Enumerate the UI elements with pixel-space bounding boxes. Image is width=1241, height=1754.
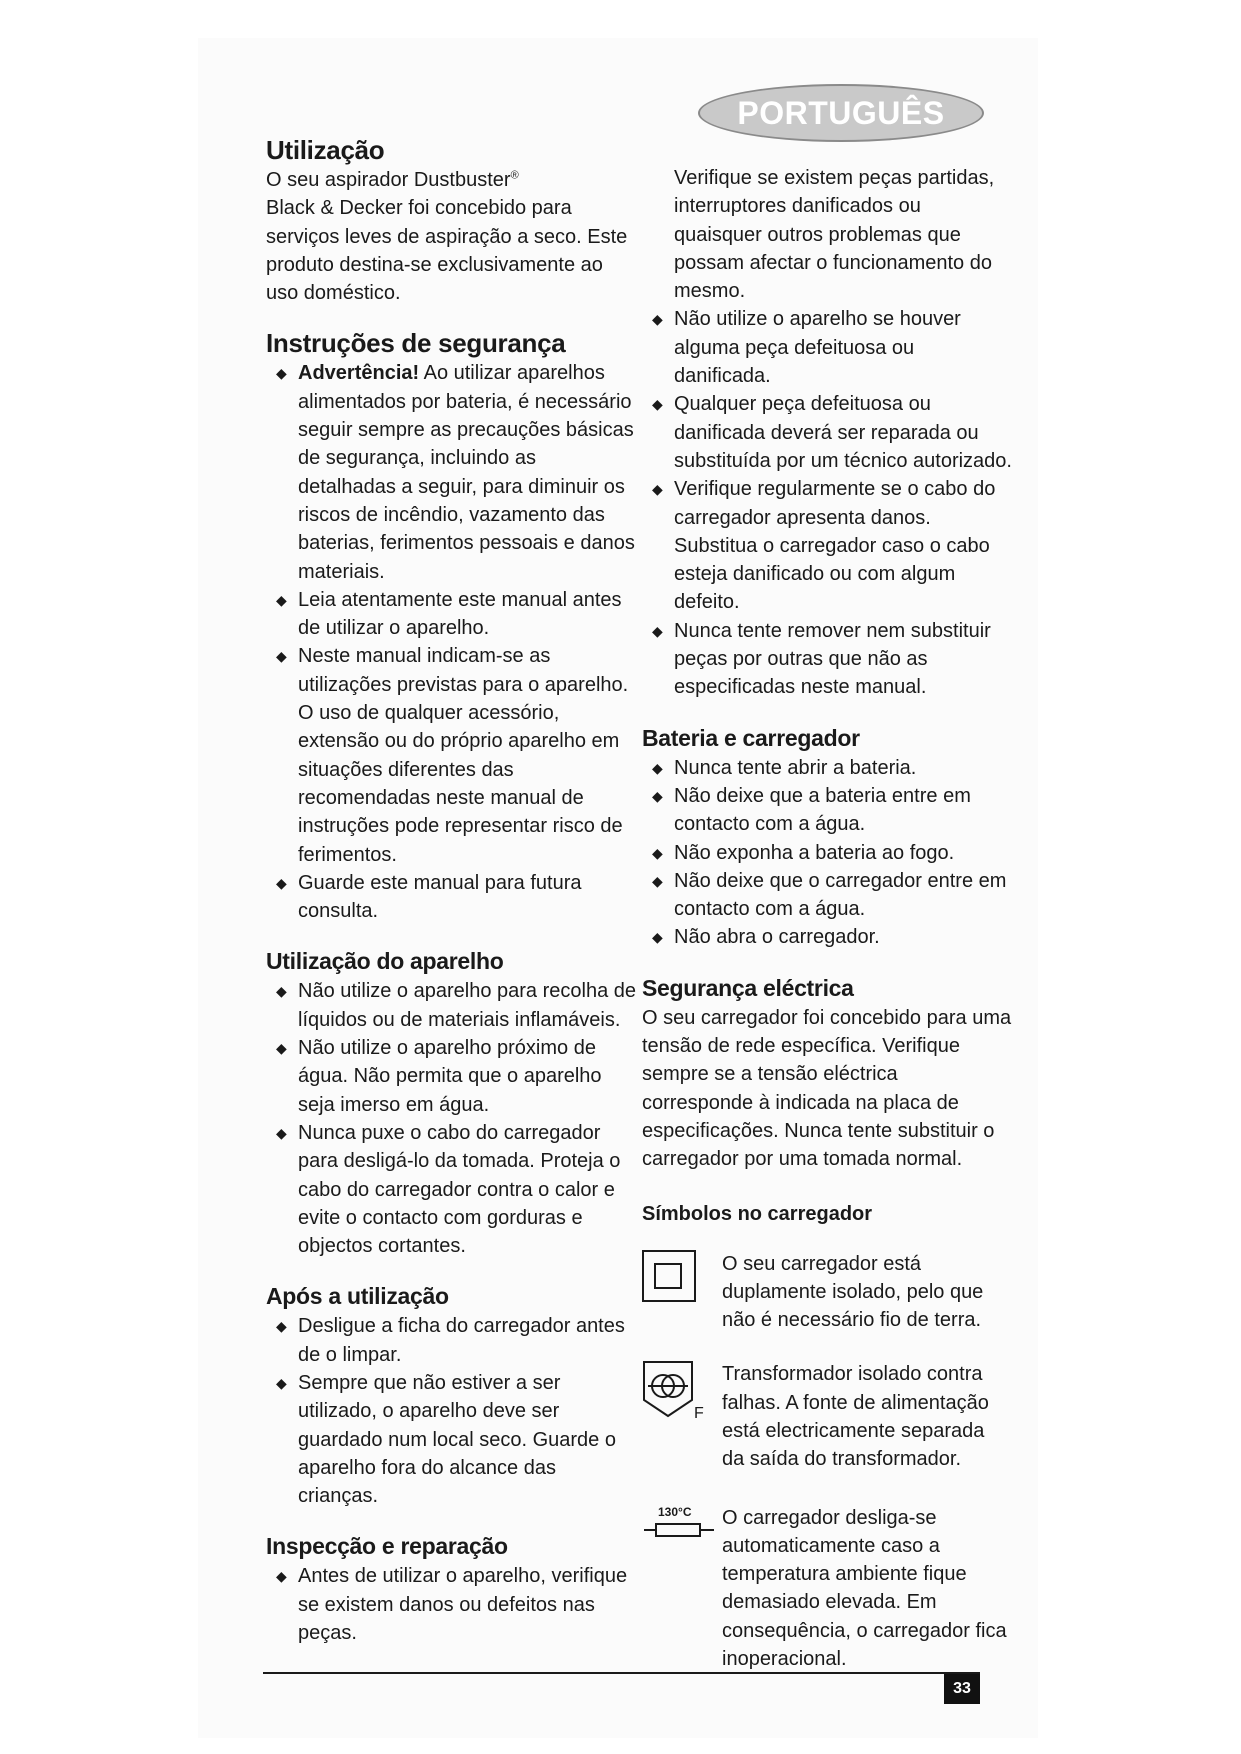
item-text: Não utilize o aparelho se houver alguma peça defeituosa ou danificada. (674, 308, 961, 388)
section-inspection-continued (642, 164, 1012, 702)
diamond-bullet-icon: ◆ (276, 365, 287, 382)
item-text: Não exponha a bateria ao fogo. (674, 841, 955, 864)
transformer-text: Transformador isolado contra falhas. A fonte de alimentação está electricamente separada da saída do transformador. (722, 1363, 989, 1471)
item-text: Sempre que não estiver a ser utilizado, o aparelho deve ser guardado num local seco. Guarde o aparelho fora do alcance das crianças. (298, 1371, 616, 1508)
item-text: Não utilize o aparelho para recolha de líquidos ou de materiais inflamáveis. (298, 980, 636, 1031)
thermal-fuse-icon (642, 1504, 716, 1544)
diamond-bullet-icon: ◆ (652, 396, 663, 413)
registered-mark: ® (510, 169, 519, 182)
list-item (266, 359, 636, 585)
section-battery (642, 722, 1012, 952)
double-insulated-text: O seu carregador está duplamente isolado, pelo que não é necessário fio de terra. (722, 1252, 984, 1332)
diamond-bullet-icon: ◆ (276, 1124, 287, 1141)
list-item (642, 475, 1012, 616)
list-item (266, 1562, 636, 1647)
warning-text: Ao utilizar aparelhos alimentados por bateria, é necessário seguir sempre as precauções básicas de segurança, incluindo as detalhadas a seguir, para diminuir os riscos de incêndio, vazamento das baterias, ferimentos pessoais e danos materiais. (298, 362, 635, 583)
list-item (266, 1312, 636, 1369)
symbol-thermal (642, 1504, 1012, 1674)
section-title: Após a utilização (266, 1283, 449, 1310)
diamond-bullet-icon: ◆ (276, 1374, 287, 1391)
list-item (642, 754, 1012, 782)
list-item (266, 1119, 636, 1260)
section-title: Utilização do aparelho (266, 948, 504, 975)
right-column (642, 164, 1012, 1693)
list-item (642, 617, 1012, 702)
item-text: Nunca tente abrir a bateria. (674, 756, 917, 779)
item-text: Verifique regularmente se o cabo do carregador apresenta danos. Substitua o carregador caso o cabo esteja danificado ou com algum defeito. (674, 478, 996, 614)
usage-rest: Black & Decker foi concebido para serviços leves de aspiração a seco. Este produto destina-se exclusivamente ao uso doméstico. (266, 197, 628, 305)
usage-line1: O seu aspirador Dustbuster (266, 169, 511, 191)
list-item (642, 305, 1012, 390)
diamond-bullet-icon: ◆ (652, 311, 663, 328)
inspection-continued-list (642, 305, 1012, 701)
diamond-bullet-icon: ◆ (652, 481, 663, 498)
diamond-bullet-icon: ◆ (652, 622, 663, 639)
section-title: Segurança eléctrica (642, 974, 854, 1001)
section-appliance-use (266, 945, 636, 1260)
item-text: Não deixe que o carregador entre em contacto com a água. (674, 869, 1007, 921)
thermal-text: O carregador desliga-se automaticamente caso a temperatura ambiente fique demasiado elevada. Em consequência, o carregador fica inoperacional. (722, 1506, 1007, 1671)
transformer-letter: F (694, 1405, 704, 1423)
list-item (642, 923, 1012, 951)
thermal-label: 130°C (658, 1504, 692, 1519)
list-item (266, 586, 636, 643)
item-text: Antes de utilizar o aparelho, verifique se existem danos ou defeitos nas peças. (298, 1565, 628, 1645)
language-label: PORTUGUÊS (737, 94, 945, 131)
list-item (266, 869, 636, 926)
item-text: Não utilize o aparelho próximo de água. Não permita que o aparelho seja imerso em água. (298, 1037, 602, 1116)
section-usage (266, 134, 636, 307)
section-title: Símbolos no carregador (642, 1202, 873, 1225)
list-item (266, 642, 636, 868)
diamond-bullet-icon: ◆ (652, 787, 663, 804)
inspection-list (266, 1562, 636, 1647)
diamond-bullet-icon: ◆ (276, 1318, 287, 1335)
double-insulated-icon (642, 1250, 698, 1302)
warning-label: Advertência! (298, 362, 420, 385)
item-text: Desligue a ficha do carregador antes de o limpar. (298, 1315, 625, 1366)
item-text: Qualquer peça defeituosa ou danificada deverá ser reparada ou substituída por um técnico autorizado. (674, 393, 1012, 472)
appliance-use-list (266, 977, 636, 1260)
diamond-bullet-icon: ◆ (276, 874, 287, 891)
electrical-text: O seu carregador foi concebido para uma tensão de rede específica. Verifique sempre se a tensão eléctrica corresponde à indicada na placa de especificações. Nunca tente substituir o carregador por uma tomada normal. (642, 1006, 1012, 1171)
section-electrical (642, 972, 1012, 1174)
diamond-bullet-icon: ◆ (652, 872, 663, 889)
diamond-bullet-icon: ◆ (276, 648, 287, 665)
item-text: Guarde este manual para futura consulta. (298, 871, 582, 923)
list-item (642, 782, 1012, 839)
footer-divider (263, 1672, 980, 1674)
symbol-double-insulated (642, 1250, 1012, 1335)
diamond-bullet-icon: ◆ (652, 759, 663, 776)
item-text: Não abra o carregador. (674, 926, 880, 949)
after-use-list (266, 1312, 636, 1510)
diamond-bullet-icon: ◆ (276, 591, 287, 608)
list-item (642, 839, 1012, 867)
section-inspection (266, 1530, 636, 1647)
section-title: Inspecção e reparação (266, 1533, 508, 1560)
language-badge (698, 84, 984, 142)
section-title: Instruções de segurança (266, 328, 566, 359)
section-symbols (642, 1200, 1012, 1674)
diamond-bullet-icon: ◆ (652, 929, 663, 946)
diamond-bullet-icon: ◆ (276, 1040, 287, 1057)
left-column (266, 134, 636, 1667)
inspection-continued-text: Verifique se existem peças partidas, interruptores danificados ou quaisquer outros problemas que possam afectar o funcionamento do mesmo. (674, 167, 995, 303)
item-text: Não deixe que a bateria entre em contacto com a água. (674, 784, 971, 836)
list-item (266, 977, 636, 1034)
symbol-transformer (642, 1360, 1012, 1473)
usage-text (266, 166, 636, 307)
item-text: Nunca puxe o cabo do carregador para desligá-lo da tomada. Proteja o cabo do carregador contra o calor e evite o contacto com gorduras e objectos cortantes. (298, 1121, 621, 1258)
safety-transformer-icon (642, 1360, 708, 1422)
diamond-bullet-icon: ◆ (276, 1568, 287, 1585)
section-after-use (266, 1280, 636, 1510)
item-text: Neste manual indicam-se as utilizações previstas para o aparelho. O uso de qualquer acessório, extensão ou do próprio aparelho em situações diferentes das recomendadas neste manual de instruções pode representar risco de ferimentos. (298, 645, 629, 866)
item-text: Leia atentamente este manual antes de utilizar o aparelho. (298, 588, 622, 640)
list-item (266, 1369, 636, 1510)
list-item (642, 867, 1012, 924)
diamond-bullet-icon: ◆ (276, 983, 287, 1000)
item-text: Nunca tente remover nem substituir peças por outras que não as especificadas neste manual. (674, 619, 991, 699)
list-item (266, 1034, 636, 1119)
page-number: 33 (944, 1674, 980, 1704)
list-item (642, 390, 1012, 475)
section-title: Utilização (266, 135, 385, 165)
safety-list (266, 359, 636, 925)
battery-list (642, 754, 1012, 952)
section-safety (266, 327, 636, 925)
section-title: Bateria e carregador (642, 724, 860, 751)
diamond-bullet-icon: ◆ (652, 844, 663, 861)
